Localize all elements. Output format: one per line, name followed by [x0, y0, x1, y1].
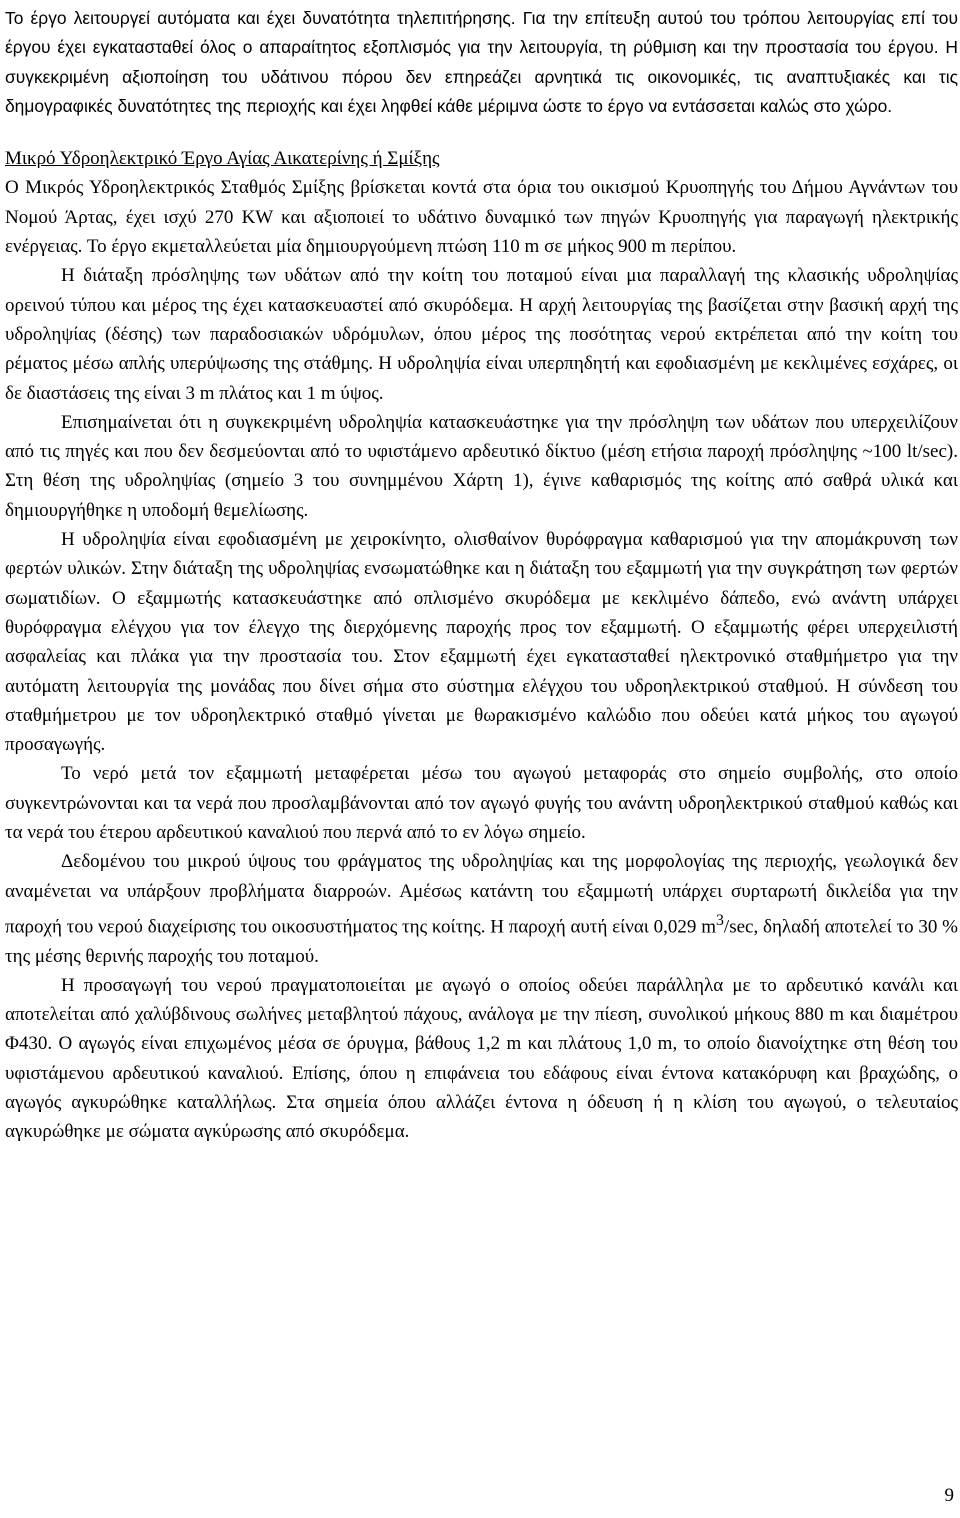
flow-text-before: Δεδομένου του μικρού ύψους του φράγματος της υδροληψίας και της μορφολογίας της περιοχής, γεωλογικά δεν αναμένεται να υπάρξουν προβλήματα διαρροών. Αμέσως κατάντη του εξαμμωτή υπάρχει συρταρωτή δικλείδα για την παροχή του νερού διαχείρισης του οικοσυστήματος της κοίτης. Η παροχή αυτή είναι 0,029 m — [5, 851, 958, 938]
flow-paragraph — [5, 847, 958, 971]
body-paragraph: Η υδροληψία είναι εφοδιασμένη με χειροκίνητο, ολισθαίνον θυρόφραγμα καθαρισμού για την απομάκρυνση των φερτών υλικών. Στην διάταξη της υδροληψίας ενσωματώθηκε και η διάταξη του εξαμμωτή για την συγκράτηση των φερτών σωματιδίων. Ο εξαμμωτής κατασκευάστηκε από οπλισμένο σκυρόδεμα με κεκλιμένο δάπεδο, ενώ ανάντη υπάρχει θυρόφραγμα ελέγχου για τον έλεγχο της διερχόμενης παροχής προς τον εξαμμωτή. Ο εξαμμωτής φέρει υπερχειλιστή ασφαλείας και πλάκα για την προστασία του. Στον εξαμμωτή έχει εγκατασταθεί ηλεκτρονικό σταθμήμετρο για την αυτόματη λειτουργία της μονάδας που δίνει σήμα στο σύστημα ελέγχου του υδροηλεκτρικού σταθμού. Η σύνδεση του σταθμήμετρου με τον υδροηλεκτρικό σταθμό γίνεται με θωρακισμένο καλώδιο που οδεύει κατά μήκος του αγωγού προσαγωγής. — [5, 529, 958, 756]
page-number: 9 — [944, 1485, 954, 1506]
body-paragraph: Η διάταξη πρόσληψης των υδάτων από την κοίτη του ποταμού είναι μια παραλλαγή της κλασικής υδροληψίας ορεινού τύπου και μέρος της έχει κατασκευαστεί από σκυρόδεμα. Η αρχή λειτουργίας της βασίζεται στην βασική αρχή της υδροληψίας (δέσης) των παραδοσιακών υδρόμυλων, όπου μέρος της ποσότητας νερού εκτρέπεται από την κοίτη του ρέματος μέσω απλής υπερύψωσης της στάθμης. Η υδροληψία είναι υπερπηδητή και εφοδιασμένη με κεκλιμένες εσχάρες, οι δε διαστάσεις της είναι 3 m πλάτος και 1 m ύψος. — [5, 265, 958, 404]
document-body — [5, 4, 958, 1147]
section-heading: Μικρό Υδροηλεκτρικό Έργο Αγίας Αικατερίνης ή Σμίξης — [5, 148, 440, 170]
final-paragraph: Η προσαγωγή του νερού πραγματοποιείται με αγωγό ο οποίος οδεύει παράλληλα με το αρδευτικό κανάλι και αποτελείται από χαλύβδινους σωλήνες μεταβλητού πάχους, ανάλογα με την πίεση, συνολικού μήκους 880 m και διαμέτρου Φ430. Ο αγωγός είναι επιχωμένος μέσα σε όρυγμα, βάθους 1,2 m και πλάτους 1,0 m, το οποίο διανοίχτηκε στη θέση του υφιστάμενου αρδευτικού καναλιού. Επίσης, όπου η επιφάνεια του εδάφους είναι έντονα κατακόρυφη και βραχώδης, ο αγωγός αγκυρώθηκε καταλλήλως. Στα σημεία όπου αλλάζει έντονα η όδευση ή η κλίση του αγωγού, ο τελευταίος αγκυρώθηκε με σώματα αγκύρωσης από σκυρόδεμα. — [5, 974, 958, 1143]
cubic-superscript: 3 — [716, 911, 724, 929]
body-paragraph: Ο Μικρός Υδροηλεκτρικός Σταθμός Σμίξης βρίσκεται κοντά στα όρια του οικισμού Κρυοπηγής του Δήμου Αγνάντων του Νομού Άρτας, έχει ισχύ 270 KW και αξιοποιεί το υδάτινο δυναμικό των πηγών Κρυοπηγής για παραγωγή ηλεκτρικής ενέργειας. Το έργο εκμεταλλεύεται μία δημιουργούμενη πτώση 110 m σε μήκος 900 m περίπου. — [5, 177, 958, 258]
intro-paragraph: Το έργο λειτουργεί αυτόματα και έχει δυνατότητα τηλεπιτήρησης. Για την επίτευξη αυτού του τρόπου λειτουργίας επί του έργου έχει εγκατασταθεί όλος ο απαραίτητος εξοπλισμός για την λειτουργία, τη ρύθμιση και την προστασία του έργου. Η συγκεκριμένη αξιοποίηση του υδάτινου πόρου δεν επηρεάζει αρνητικά τις οικονομικές, τις αναπτυξιακές και τις δημογραφικές δυνατότητες της περιοχής και έχει ληφθεί κάθε μέριμνα ώστε το έργο να εντάσσεται καλώς στο χώρο. — [5, 8, 958, 116]
body-paragraph: Επισημαίνεται ότι η συγκεκριμένη υδροληψία κατασκευάστηκε για την πρόσληψη των υδάτων που υπερχειλίζουν από τις πηγές και που δεν δεσμεύονται από το υφιστάμενο αρδευτικό δίκτυο (μέση ετήσια παροχή πρόσληψης ~100 lt/sec). Στη θέση της υδροληψίας (σημείο 3 του συνημμένου Χάρτη 1), έγινε καθαρισμός της κοίτης από σαθρά υλικά και δημιουργήθηκε η υποδομή θεμελίωσης. — [5, 411, 958, 521]
flow-text-after: /sec, δηλαδή αποτελεί το 30 % της μέσης θερινής παροχής του ποταμού. — [5, 916, 958, 967]
body-paragraph: Το νερό μετά τον εξαμμωτή μεταφέρεται μέσω του αγωγού μεταφοράς στο σημείο συμβολής, στο οποίο συγκεντρώνονται και τα νερά που προσλαμβάνονται από τον αγωγό φυγής του ανάντη υδροηλεκτρικού σταθμού καθώς και τα νερά του έτερου αρδευτικού καναλιού που περνά από το εν λόγω σημείο. — [5, 763, 958, 844]
